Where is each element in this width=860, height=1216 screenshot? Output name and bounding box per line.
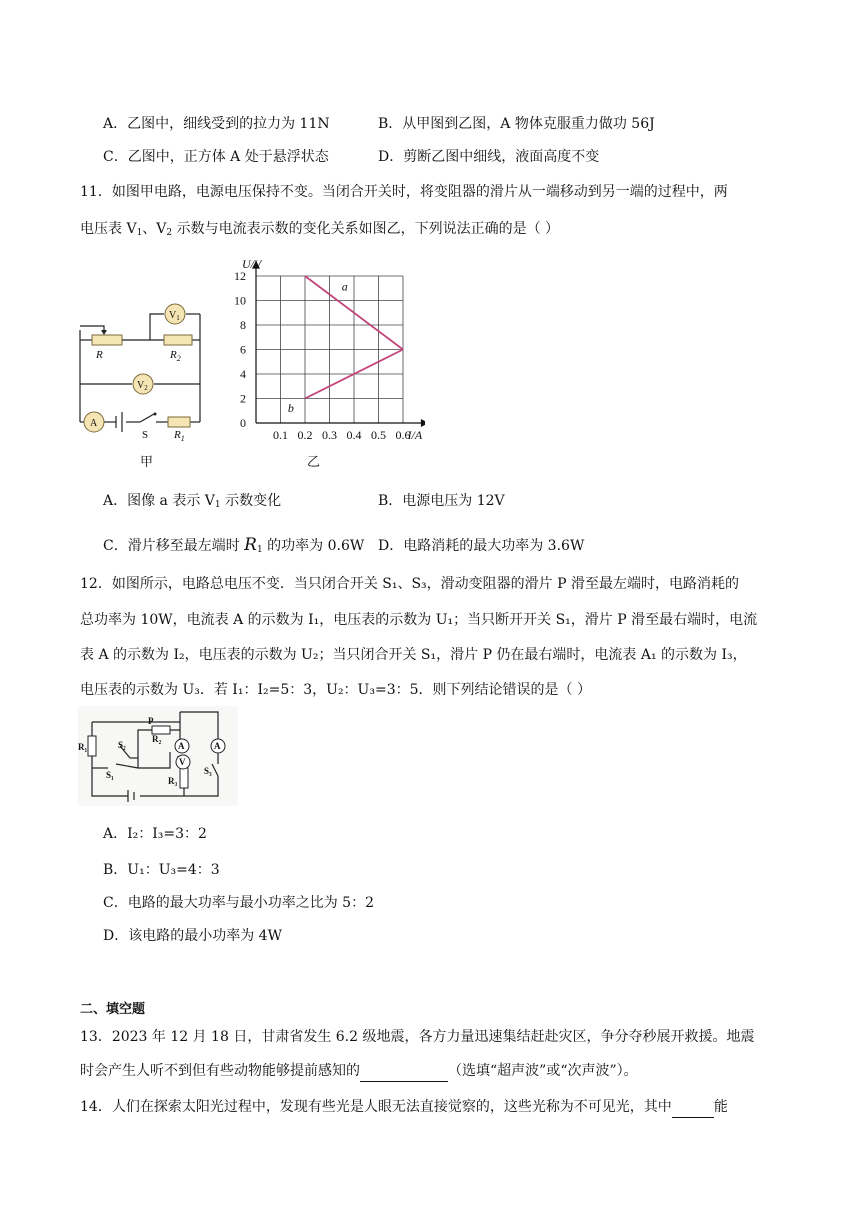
label-v1: $V_1$ [169, 310, 180, 322]
q11-option-c: C．滑片移至最左端时 $R_1$ 的功率为 0.6W [103, 535, 365, 555]
y-tick-label: 6 [240, 342, 246, 357]
x-tick-label: 0.2 [297, 428, 313, 442]
q12-stem-line1: 12．如图所示，电路总电压不变．当只闭合开关 S₁、S₃，滑动变阻器的滑片 P 滑至最左端时，电路消耗的 [80, 576, 739, 592]
q12-stem-line4: 电压表的示数为 U₃．若 I₁：I₂=5：3，U₂：U₃=3：5．则下列结论错误的是（ ） [80, 682, 591, 698]
x-axis-arrow [422, 420, 426, 426]
q13-stem-line1: 13．2023 年 12 月 18 日，甘肃省发生 6.2 级地震，各方力量迅速集结赶赴灾区，争分夺秒展开救援。地震 [80, 1029, 755, 1045]
y-tick-label: 0 [240, 416, 246, 430]
y-tick-label: 10 [234, 293, 246, 308]
label-r2: $R_2$ [170, 349, 181, 363]
x-tick-label: 0.3 [322, 428, 337, 442]
q11-ui-graph [210, 254, 425, 454]
label-r1: $R_1$ [174, 429, 185, 443]
q13-stem-line2: 时会产生人听不到但有些动物能够提前感知的 （选填“超声波”或“次声波”）。 [80, 1060, 638, 1082]
x-tick-label: 0.4 [346, 428, 362, 442]
q12-label-ammeter-a1: A [178, 741, 185, 751]
q11-figure-caption-left: 甲 [140, 455, 154, 470]
q12-circuit-diagram [78, 706, 238, 806]
q12-label-r1: R₁ [78, 742, 88, 752]
q12-label-r3: R₃ [168, 776, 178, 786]
q11-option-a: A．图像 a 表示 $V_1$ 示数变化 [103, 493, 282, 510]
q10-option-c: C．乙图中，正方体 A 处于悬浮状态 [103, 149, 329, 165]
q11-stem-line2: 电压表 $V_1$、$V_2$ 示数与电流表示数的变化关系如图乙，下列说法正确的是（ ） [80, 221, 560, 238]
q12-label-ammeter-a: A [214, 741, 221, 751]
series-label-b: b [287, 400, 294, 415]
section-heading: 二、填空题 [80, 1002, 146, 1017]
y-axis-label: U/V [242, 257, 262, 271]
q11-stem-line1: 11．如图甲电路，电源电压保持不变。当闭合开关时，将变阻器的滑片从一端移动到另一端的过程中，两 [80, 184, 728, 200]
q12-option-a: A．I₂：I₃=3：2 [103, 826, 207, 842]
q12-stem-line2: 总功率为 10W，电流表 A 的示数为 I₁，电压表的示数为 U₁；当只断开开关 S₁，滑片 P 滑至最右端时，电流 [80, 612, 758, 628]
label-switch-s: S [142, 429, 149, 441]
x-tick-label: 0.5 [371, 428, 386, 442]
q11-option-d: D．电路消耗的最大功率为 3.6W [378, 538, 585, 554]
q10-option-d: D．剪断乙图中细线，液面高度不变 [378, 149, 600, 165]
label-v2: $V_2$ [137, 380, 148, 392]
q10-option-a: A．乙图中，细线受到的拉力为 11N [103, 116, 330, 132]
q12-option-d: D．该电路的最小功率为 4W [103, 928, 282, 944]
label-r: R [96, 349, 103, 361]
x-tick-label: 0.6 [395, 428, 411, 442]
q14-answer-blank[interactable] [672, 1101, 714, 1118]
q12-stem-line3: 表 A 的示数为 I₂，电压表的示数为 U₂；当只闭合开关 S₁，滑片 P 仍在最右端时，电流表 A₁ 的示数为 I₃， [80, 647, 747, 663]
q12-option-c: C．电路的最大功率与最小功率之比为 5：2 [103, 895, 374, 911]
q12-label-r2: R₂ [152, 734, 162, 744]
x-axis-label: I/A [407, 428, 423, 442]
y-tick-label: 4 [240, 367, 246, 381]
q12-option-b: B．U₁：U₃=4：3 [103, 862, 220, 878]
x-tick-label: 0.1 [273, 428, 288, 442]
q12-label-p: P [148, 716, 154, 726]
q11-option-b: B．电源电压为 12V [378, 493, 505, 509]
q12-label-s3: S₃ [204, 766, 212, 776]
q12-label-s1: S₁ [106, 770, 114, 780]
y-tick-label: 8 [240, 318, 246, 332]
q12-label-s2: S₂ [118, 740, 126, 750]
label-ammeter: A [90, 418, 98, 429]
q11-figure-caption-right: 乙 [307, 455, 321, 470]
q14-stem-line1: 14．人们在探索太阳光过程中，发现有些光是人眼无法直接觉察的，这些光称为不可见光，其中 能 [80, 1096, 728, 1118]
y-tick-label: 12 [234, 269, 246, 283]
q12-label-voltmeter: V [179, 757, 186, 767]
series-label-a: a [341, 279, 348, 294]
q13-answer-blank[interactable] [360, 1065, 448, 1082]
q10-option-b: B．从甲图到乙图，A 物体克服重力做功 56J [378, 116, 655, 132]
y-tick-label: 2 [240, 391, 246, 406]
q11-circuit-diagram [76, 296, 216, 446]
